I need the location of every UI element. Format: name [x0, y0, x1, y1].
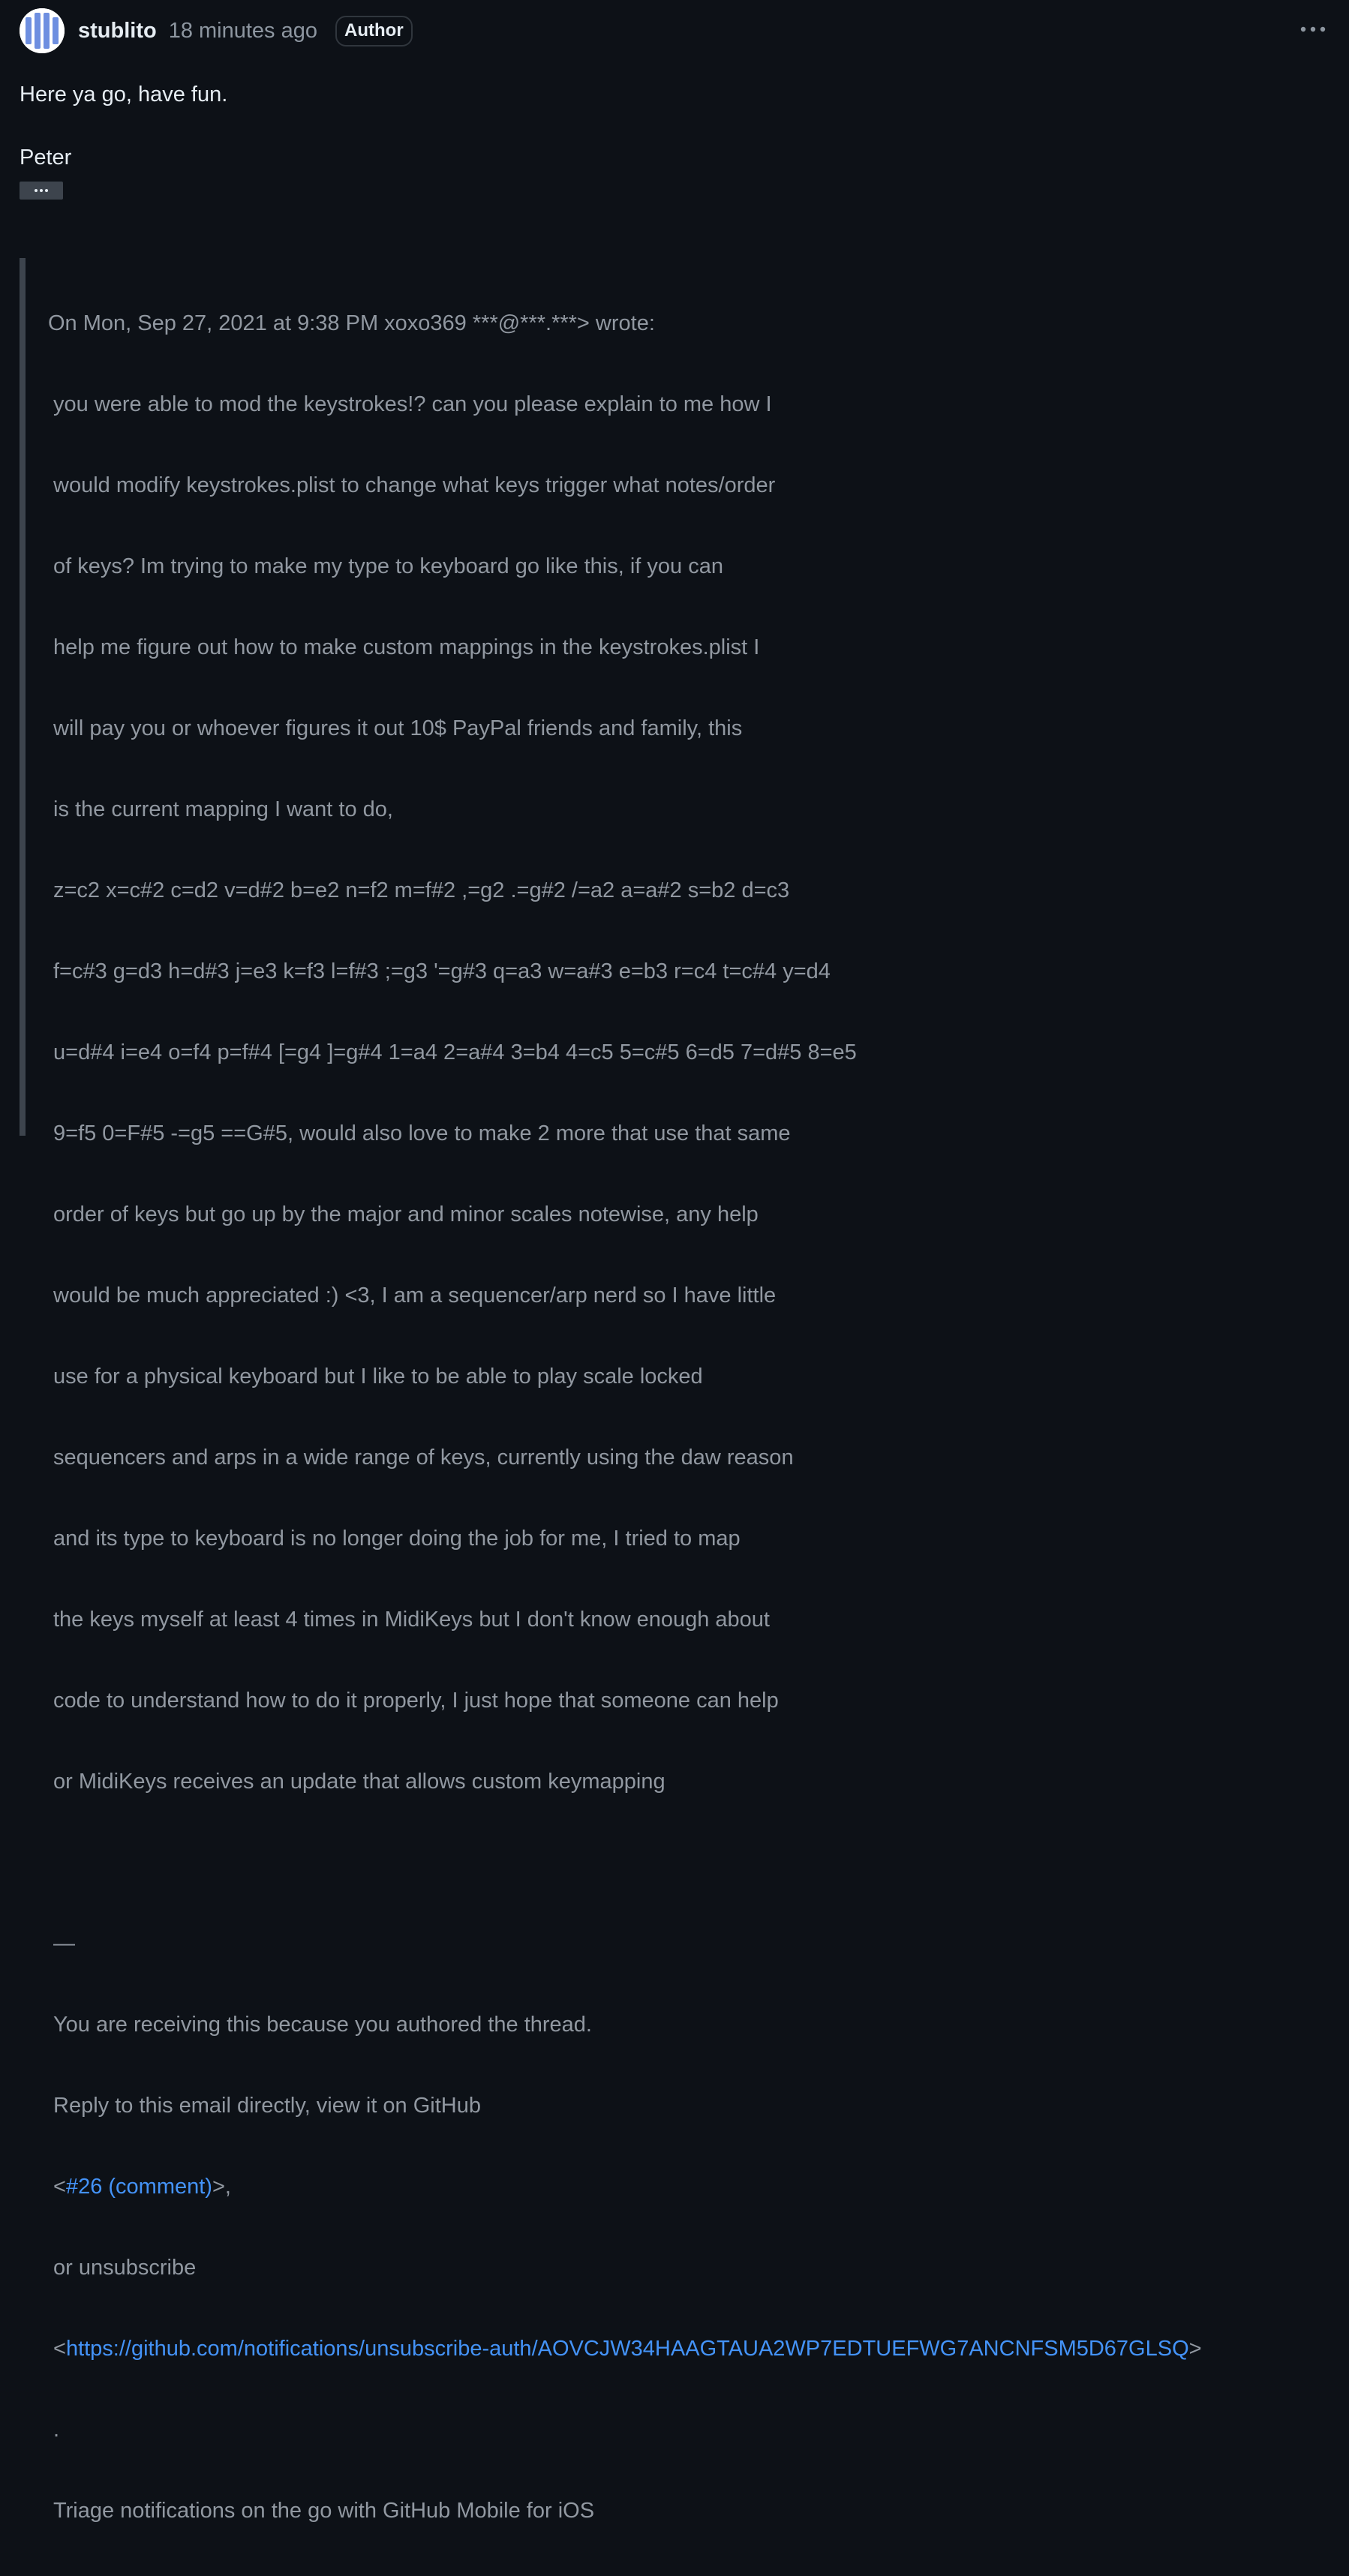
- quote-line: is the current mapping I want to do,: [53, 797, 393, 821]
- quote-header: On Mon, Sep 27, 2021 at 9:38 PM xoxo369 ***@***.***> wrote:: [48, 311, 655, 335]
- quote-line: help me figure out how to make custom mappings in the keystrokes.plist I: [53, 635, 760, 659]
- unsubscribe-text: or unsubscribe: [53, 2256, 197, 2280]
- comment-link-prefix: <: [53, 2175, 66, 2199]
- triage-notice: Triage notifications on the go with GitHub Mobile for iOS: [53, 2499, 595, 2523]
- email-quote: [20, 258, 1340, 2523]
- comment-header: [20, 8, 1329, 54]
- quote-signature-dash: —: [53, 1932, 75, 1956]
- quote-line: or MidiKeys receives an update that allows custom keymapping: [53, 1770, 665, 1794]
- comment-body-text: Here ya go, have fun.: [20, 83, 228, 107]
- quote-dot: .: [53, 2418, 60, 2442]
- comment-timestamp[interactable]: 18 minutes ago: [168, 18, 318, 43]
- quote-blank-line: [48, 1847, 1202, 1878]
- comment-link[interactable]: #26 (comment): [65, 2175, 212, 2199]
- quote-line: sequencers and arps in a wide range of keys, currently using the daw reason: [53, 1446, 794, 1470]
- unsubscribe-link-suffix: >: [1188, 2337, 1202, 2361]
- quote-line: of keys? Im trying to make my type to keyboard go like this, if you can: [53, 554, 723, 578]
- quote-line: use for a physical keyboard but I like to be able to play scale locked: [53, 1365, 703, 1389]
- quote-line: would modify keystrokes.plist to change what keys trigger what notes/order: [53, 473, 776, 497]
- show-trimmed-content-button[interactable]: [20, 182, 63, 200]
- quote-line: will pay you or whoever figures it out 10$ PayPal friends and family, this: [53, 716, 743, 740]
- quote-line: the keys myself at least 4 times in MidiKeys but I don't know enough about: [53, 1608, 770, 1632]
- quote-line: you were able to mod the keystrokes!? can you please explain to me how I: [53, 392, 772, 416]
- reply-instructions: Reply to this email directly, view it on GitHub: [53, 2094, 482, 2118]
- quote-line: z=c2 x=c#2 c=d2 v=d#2 b=e2 n=f2 m=f#2 ,=g2 .=g#2 /=a2 a=a#2 s=b2 d=c3: [53, 878, 790, 902]
- comment-signature: Peter: [20, 146, 72, 170]
- quote-line: would be much appreciated :) <3, I am a sequencer/arp nerd so I have little: [53, 1283, 777, 1308]
- author-badge: Author: [335, 16, 413, 47]
- author-name[interactable]: stublito: [78, 18, 157, 43]
- quote-line: f=c#3 g=d3 h=d#3 j=e3 k=f3 l=f#3 ;=g3 '=g#3 q=a3 w=a#3 e=b3 r=c4 t=c#4 y=d4: [53, 959, 831, 983]
- quote-line: order of keys but go up by the major and minor scales notewise, any help: [53, 1202, 759, 1226]
- quote-line: 9=f5 0=F#5 -=g5 ==G#5, would also love to make 2 more that use that same: [53, 1121, 791, 1145]
- avatar[interactable]: [20, 8, 65, 53]
- quote-line: and its type to keyboard is no longer doing the job for me, I tried to map: [53, 1527, 741, 1551]
- ellipsis-icon: [34, 188, 49, 193]
- comment-link-line: [48, 2171, 1202, 2202]
- quote-line: code to understand how to do it properly, I just hope that someone can help: [53, 1689, 779, 1713]
- comment-link-suffix: >,: [212, 2175, 231, 2199]
- unsubscribe-link-line: [48, 2333, 1202, 2364]
- unsubscribe-link[interactable]: https://github.com/notifications/unsubscribe-auth/AOVCJW34HAAGTAUA2WP7EDTUEFWG7ANCNFSM5D67GLSQ: [65, 2337, 1189, 2361]
- quote-text: [48, 258, 1202, 2576]
- kebab-horizontal-icon[interactable]: [1296, 18, 1329, 41]
- quote-line: u=d#4 i=e4 o=f4 p=f#4 [=g4 ]=g#4 1=a4 2=a#4 3=b4 4=c5 5=c#5 6=d5 7=d#5 8=e5: [53, 1040, 857, 1064]
- quote-border: [20, 258, 26, 1136]
- unsubscribe-link-prefix: <: [53, 2337, 66, 2361]
- avatar-image: [20, 8, 65, 53]
- notification-reason: You are receiving this because you authored the thread.: [53, 2013, 592, 2037]
